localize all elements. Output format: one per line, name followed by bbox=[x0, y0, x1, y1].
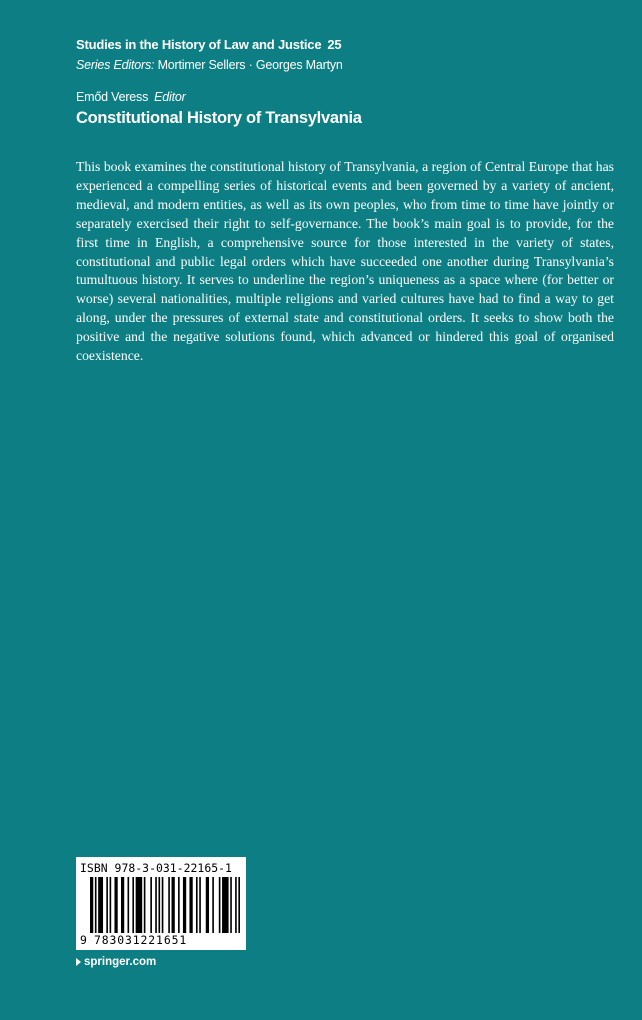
barcode-bar-19 bbox=[189, 877, 192, 933]
barcode-bar-22 bbox=[206, 877, 209, 933]
barcode-bar-3 bbox=[106, 877, 108, 933]
publisher-link-text: springer.com bbox=[84, 956, 157, 968]
series-editors-names: Mortimer Sellers · Georges Martyn bbox=[157, 58, 343, 72]
book-editor-name: Emőd Veress bbox=[76, 90, 149, 104]
barcode-bar-9 bbox=[136, 877, 143, 933]
barcode-bar-6 bbox=[121, 877, 124, 933]
barcode-bar-1 bbox=[95, 877, 97, 933]
barcode-bar-24 bbox=[219, 877, 221, 933]
barcode-bar-16 bbox=[172, 877, 175, 933]
barcode-bar-7 bbox=[128, 877, 130, 933]
ean-remaining-digits: 783031221651 bbox=[94, 933, 188, 947]
barcode-bar-18 bbox=[183, 877, 186, 933]
barcode-bar-5 bbox=[114, 877, 117, 933]
series-title-text: Studies in the History of Law and Justice bbox=[76, 37, 322, 52]
barcode-bar-0 bbox=[90, 877, 93, 933]
barcode-bar-12 bbox=[155, 877, 157, 933]
barcode-bar-4 bbox=[110, 877, 112, 933]
book-blurb: This book examines the constitutional history of Transylvania, a region of Central Europe that has experienced a compelling series of historical events and been governed by a variety of ancient, medieval, and modern entities, as well as its own peoples, who from time to time have jointly or separately exercised their right to self-governance. The book’s main goal is to provide, for the first time in English, a comprehensive source for those interested in the variety of states, constitutional and public legal orders which have succeeded one another during Transylvania’s tumultuous history. It serves to underline the region’s uniqueness as a space where (for better or worse) several nationalities, multiple religions and varied cultures have had to find a way to get along, under the pressures of external state and constitutional orders. It seeks to show both the positive and the negative solutions found, which advanced or hindered this goal of organised coexistence. bbox=[76, 159, 614, 364]
barcode-bar-25 bbox=[222, 877, 229, 933]
publisher-link[interactable] bbox=[76, 956, 156, 968]
barcode-bar-11 bbox=[150, 877, 152, 933]
series-editors-label: Series Editors: bbox=[76, 58, 155, 72]
barcode-bar-15 bbox=[168, 877, 170, 933]
series-title bbox=[76, 37, 341, 52]
barcode-bar-13 bbox=[158, 877, 160, 933]
series-editors bbox=[76, 58, 343, 72]
isbn-text: ISBN 978-3-031-22165-1 bbox=[80, 861, 232, 875]
book-editor-role: Editor bbox=[154, 90, 186, 104]
ean-first-digit: 9 bbox=[80, 933, 87, 947]
barcode-bar-23 bbox=[212, 877, 214, 933]
isbn-barcode bbox=[76, 857, 246, 950]
barcode-bar-27 bbox=[235, 877, 237, 933]
barcode-bar-2 bbox=[98, 877, 103, 933]
barcode-bar-26 bbox=[230, 877, 232, 933]
arrow-right-icon bbox=[76, 958, 81, 966]
barcode-bar-28 bbox=[238, 877, 240, 933]
barcode-bar-10 bbox=[144, 877, 146, 933]
barcode-bar-21 bbox=[199, 877, 201, 933]
book-title: Constitutional History of Transylvania bbox=[76, 109, 362, 127]
barcode-bar-8 bbox=[132, 877, 134, 933]
barcode-bar-20 bbox=[196, 877, 198, 933]
barcode-bar-17 bbox=[178, 877, 180, 933]
barcode-bar-14 bbox=[162, 877, 164, 933]
book-editor bbox=[76, 90, 186, 104]
barcode-bars-icon bbox=[90, 877, 240, 933]
series-number: 25 bbox=[327, 37, 342, 52]
